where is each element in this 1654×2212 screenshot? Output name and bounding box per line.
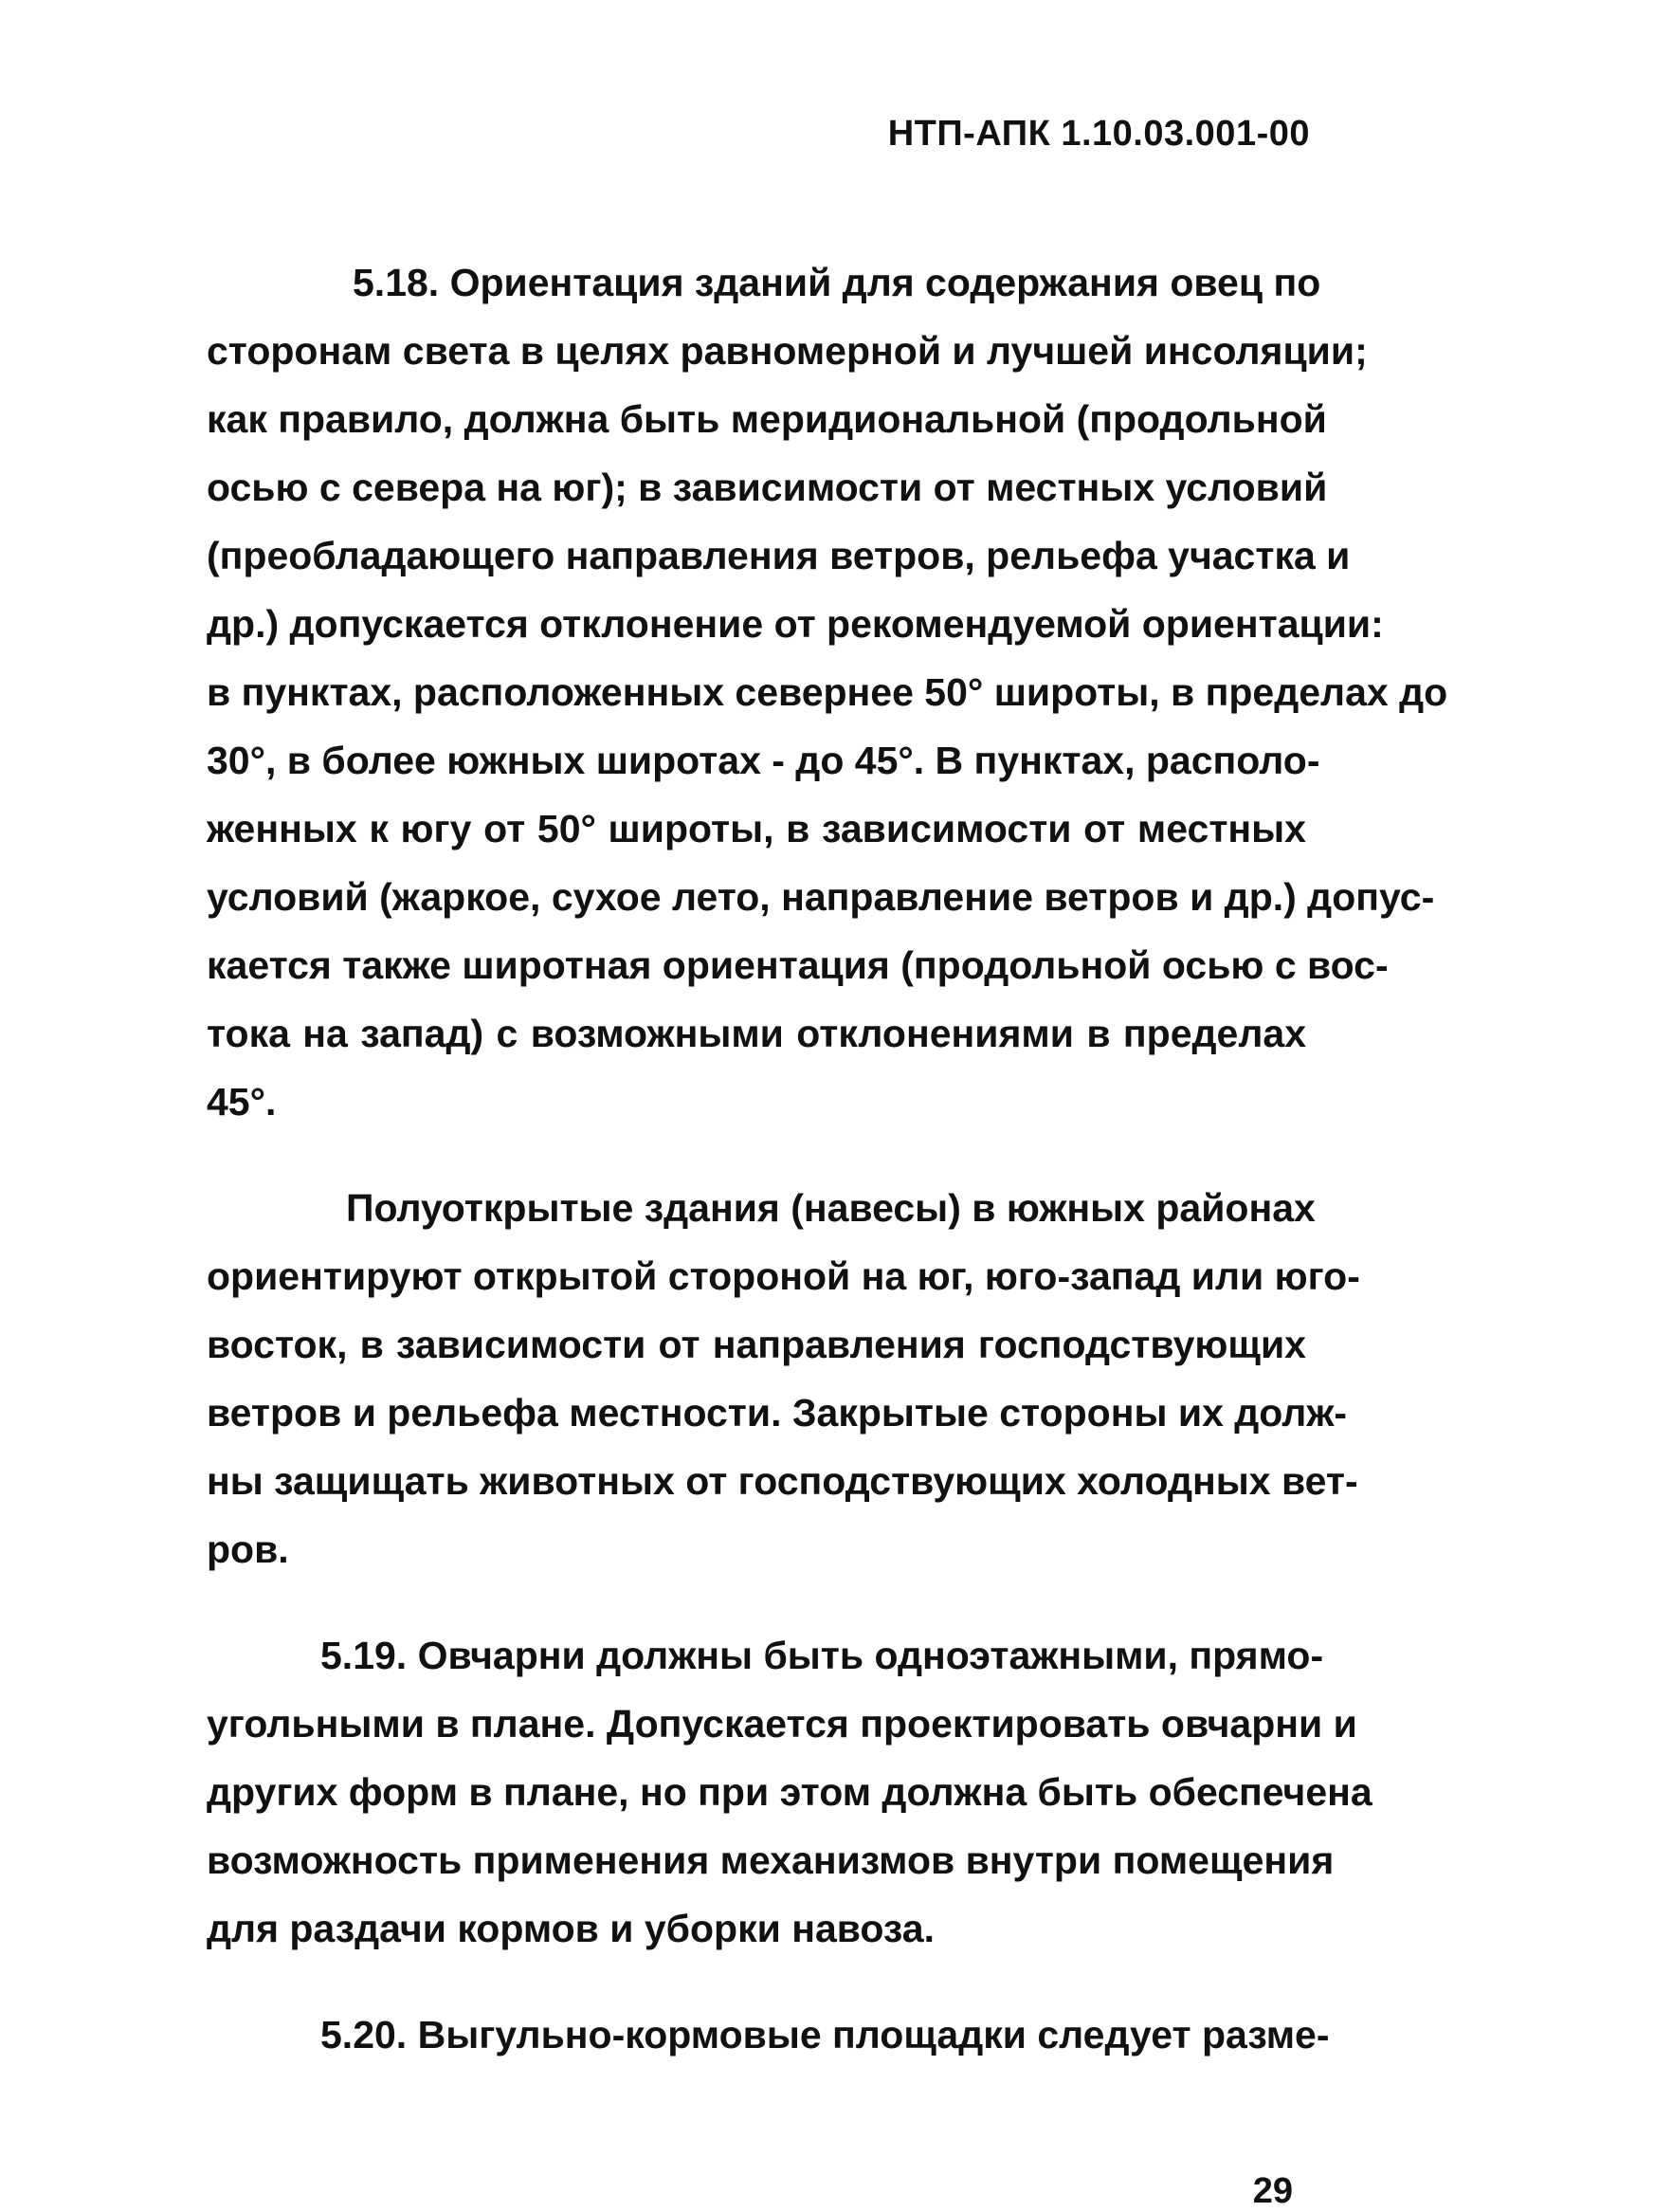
text-line: др.) допускается отклонение от рекомендуемой ориентации: bbox=[207, 602, 1384, 646]
text-line: ветров и рельефа местности. Закрытые стороны их долж- bbox=[207, 1391, 1348, 1435]
text-line: (преобладающего направления ветров, рельефа участка и bbox=[207, 534, 1351, 577]
text-line: ориентируют открытой стороной на юг, юго-запад или юго- bbox=[207, 1254, 1360, 1298]
page-number: 29 bbox=[1252, 2171, 1293, 2211]
paragraph-5-18-semi-open bbox=[207, 1174, 1360, 1583]
text-line: угольными в плане. Допускается проектировать овчарни и bbox=[207, 1702, 1357, 1746]
text-line: осью с севера на юг); в зависимости от местных условий bbox=[207, 466, 1328, 509]
paragraph-5-18 bbox=[207, 248, 1448, 1136]
text-line: женных к югу от 50° широты, в зависимости от местных bbox=[207, 807, 1306, 850]
text-line: других форм в плане, но при этом должна быть обеспечена bbox=[207, 1770, 1372, 1814]
text-line: ны защищать животных от господствующих холодных вет- bbox=[207, 1459, 1358, 1503]
text-line: тока на запад) с возможными отклонениями в пределах bbox=[207, 1012, 1306, 1055]
text-line: Полуоткрытые здания (навесы) в южных районах bbox=[346, 1186, 1316, 1230]
text-line: возможность применения механизмов внутри помещения bbox=[207, 1838, 1335, 1882]
text-line: 5.20. Выгульно-кормовые площадки следует разме- bbox=[320, 2013, 1330, 2057]
paragraph-gap bbox=[207, 1963, 1306, 2001]
text-line: ров. bbox=[207, 1527, 289, 1571]
text-line: восток, в зависимости от направления господствующих bbox=[207, 1323, 1306, 1366]
paragraph-5-20 bbox=[207, 2001, 1330, 2069]
paragraph-5-19 bbox=[207, 1621, 1372, 1963]
document-code: НТП-АПК 1.10.03.001-00 bbox=[887, 114, 1310, 154]
text-line: условий (жаркое, сухое лето, направление ветров и др.) допус- bbox=[207, 875, 1435, 919]
text-line: как правило, должна быть меридиональной (продольной bbox=[207, 397, 1327, 441]
text-line: 5.18. Ориентация зданий для содержания овец по bbox=[353, 261, 1321, 304]
paragraph-gap bbox=[207, 1583, 1306, 1621]
paragraph-gap bbox=[207, 1136, 1306, 1174]
text-line: 45°. bbox=[207, 1080, 277, 1124]
text-line: кается также широтная ориентация (продольной осью с вос- bbox=[207, 943, 1389, 987]
body-text bbox=[207, 248, 1448, 2069]
text-line: 5.19. Овчарни должны быть одноэтажными, прямо- bbox=[320, 1634, 1324, 1677]
text-line: сторонам света в целях равномерной и лучшей инсоляции; bbox=[207, 329, 1368, 373]
text-line: для раздачи кормов и уборки навоза. bbox=[207, 1907, 935, 1950]
text-line: 30°, в более южных широтах - до 45°. В пунктах, располо- bbox=[207, 739, 1320, 782]
text-line: в пунктах, расположенных севернее 50° широты, в пределах до bbox=[207, 670, 1448, 714]
